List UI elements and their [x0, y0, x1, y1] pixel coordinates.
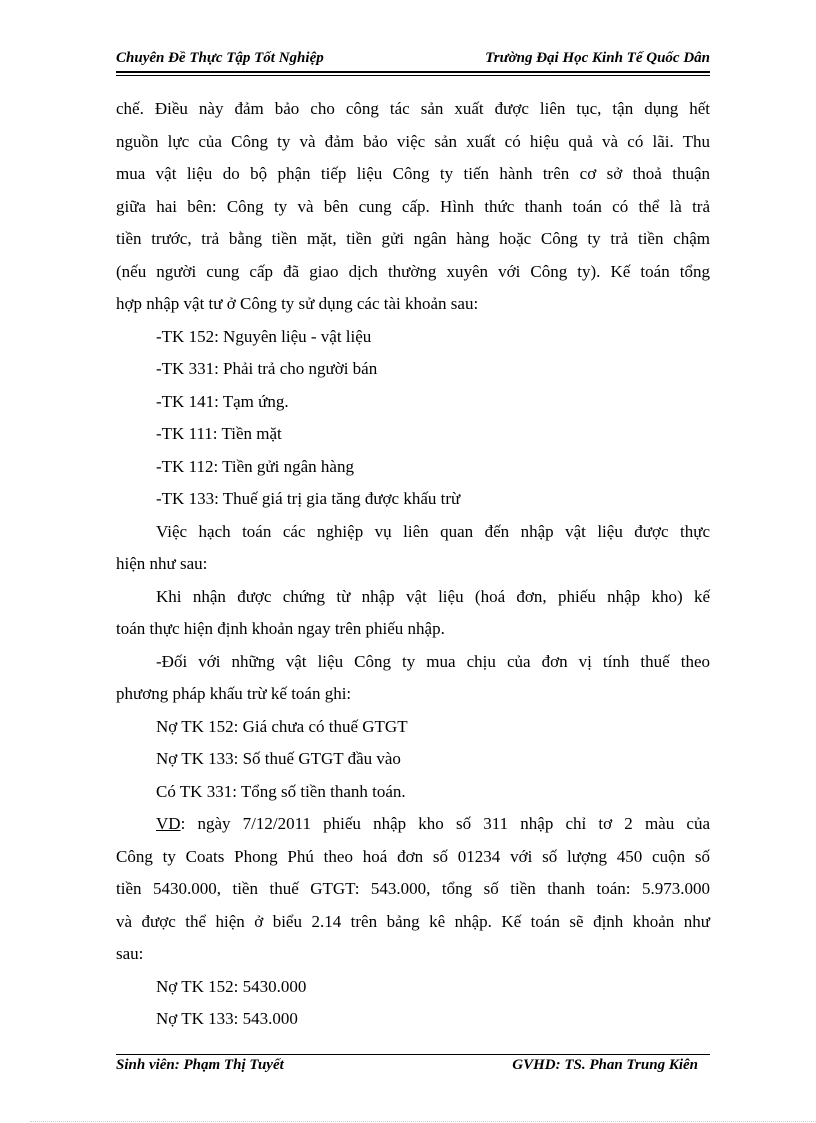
paragraph-line: chế. Điều này đảm bảo cho công tác sản xuất được liên tục, tận dụng hết [116, 99, 710, 118]
paragraph-line: giữa hai bên: Công ty và bên cung cấp. Hình thức thanh toán có thể là trả [116, 196, 710, 216]
paragraph-line: Khi nhận được chứng từ nhập vật liệu (hoá đơn, phiếu nhập kho) kế [156, 586, 710, 606]
journal-entry: Có TK 331: Tổng số tiền thanh toán. [156, 781, 406, 801]
page-header [116, 48, 710, 72]
footer-supervisor: GVHD: TS. Phan Trung Kiên [512, 1057, 698, 1073]
header-rule [116, 71, 710, 73]
paragraph-line: tiền 5430.000, tiền thuế GTGT: 543.000, tổng số tiền thanh toán: 5.973.000 [116, 879, 710, 898]
paragraph-line: Việc hạch toán các nghiệp vụ liên quan đến nhập vật liệu được thực [156, 521, 710, 541]
paragraph-line: sau: [116, 944, 144, 963]
journal-entry: Nợ TK 152: 5430.000 [156, 976, 307, 996]
account-item: -TK 152: Nguyên liệu - vật liệu [156, 326, 372, 346]
header-university: Trường Đại Học Kinh Tế Quốc Dân [485, 50, 710, 66]
example-label: VD [156, 814, 181, 833]
paragraph-line: tiền trước, trả bằng tiền mặt, tiền gửi ngân hàng hoặc Công ty trả tiền chậm [116, 229, 710, 248]
paragraph-line: toán thực hiện định khoản ngay trên phiếu nhập. [116, 619, 445, 638]
paragraph-line: (nếu người cung cấp đã giao dịch thường xuyên với Công ty). Kế toán tổng [116, 261, 710, 281]
footer-rule [116, 1054, 710, 1055]
paragraph-line: hiện như sau: [116, 554, 208, 573]
paragraph-line: mua vật liệu do bộ phận tiếp liệu Công ty tiến hành trên cơ sở thoả thuận [116, 164, 710, 183]
paragraph-line: Công ty Coats Phong Phú theo hoá đơn số 01234 với số lượng 450 cuộn số [116, 846, 710, 866]
page-footer [116, 1057, 710, 1079]
paragraph-line: nguồn lực của Công ty và đảm bảo việc sản xuất có hiệu quả và có lãi. Thu [116, 131, 710, 151]
journal-entry: Nợ TK 133: Số thuế GTGT đầu vào [156, 749, 401, 768]
header-report-title: Chuyên Đề Thực Tập Tốt Nghiệp [116, 50, 324, 66]
account-item: -TK 111: Tiền mặt [156, 424, 282, 443]
account-item: -TK 141: Tạm ứng. [156, 391, 289, 411]
footer-student: Sinh viên: Phạm Thị Tuyết [116, 1057, 284, 1073]
page-body [116, 93, 710, 1036]
paragraph-line: phương pháp khấu trừ kế toán ghi: [116, 684, 352, 703]
account-item: -TK 133: Thuế giá trị gia tăng được khấu trừ [156, 489, 461, 508]
header-rule-thin [116, 75, 710, 76]
account-item: -TK 112: Tiền gửi ngân hàng [156, 456, 354, 476]
journal-entry: Nợ TK 152: Giá chưa có thuế GTGT [156, 716, 408, 736]
paragraph-line: -Đối với những vật liệu Công ty mua chịu của đơn vị tính thuế theo [156, 651, 710, 671]
example-text: : ngày 7/12/2011 phiếu nhập kho số 311 nhập chỉ tơ 2 màu của [180, 814, 710, 833]
page-bottom-edge [30, 1121, 816, 1122]
account-item: -TK 331: Phải trả cho người bán [156, 359, 378, 378]
paragraph-line: và được thể hiện ở biểu 2.14 trên bảng kê nhập. Kế toán sẽ định khoản như [116, 911, 710, 931]
paragraph-line: hợp nhập vật tư ở Công ty sử dụng các tài khoản sau: [116, 294, 479, 313]
example-first-line [116, 808, 710, 841]
journal-entry: Nợ TK 133: 543.000 [156, 1009, 298, 1028]
